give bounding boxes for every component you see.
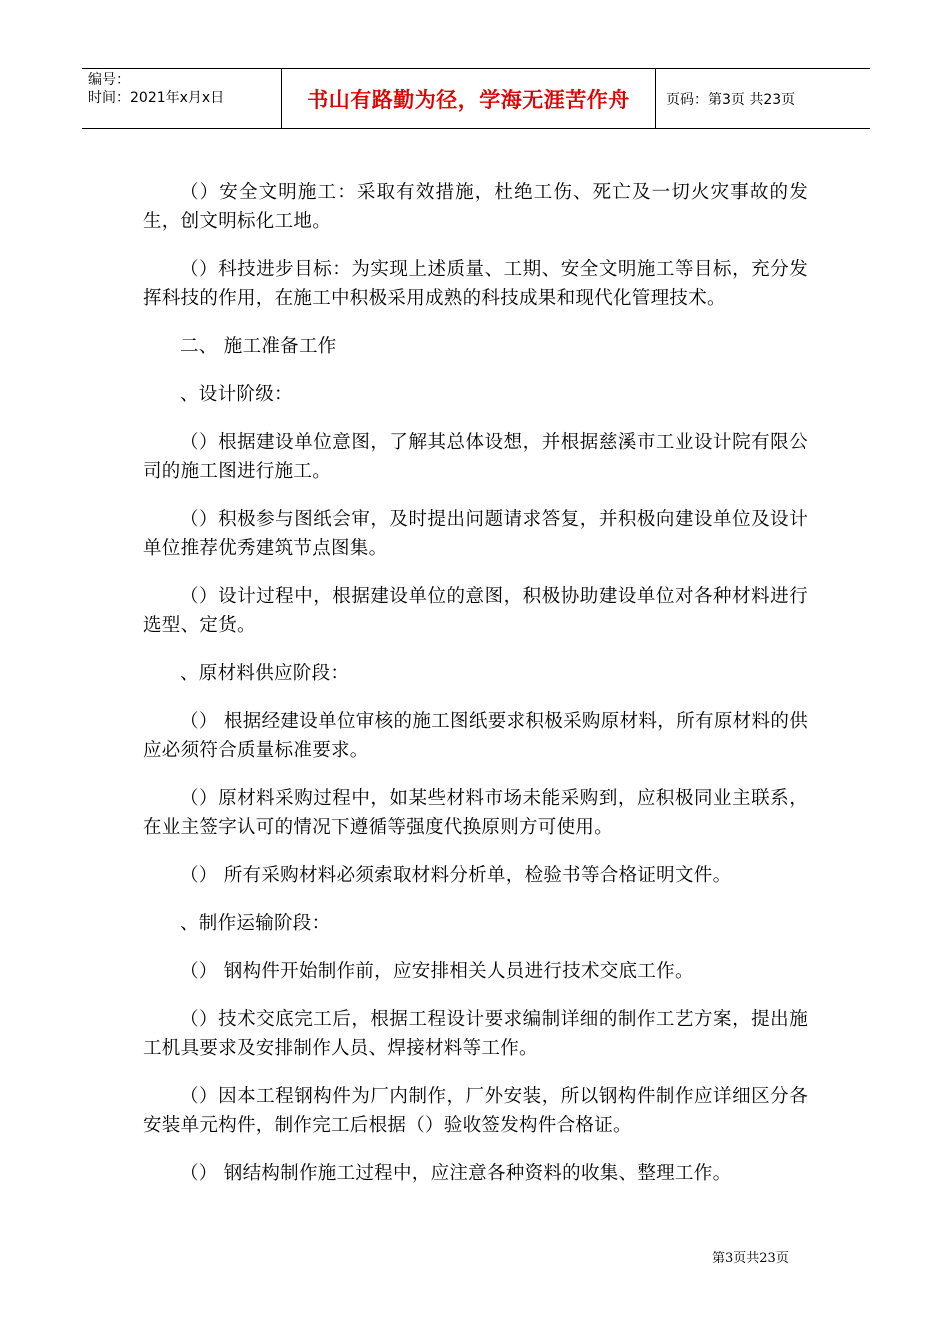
header-meta-cell xyxy=(82,69,282,128)
paragraph: （）根据建设单位意图，了解其总体设想，并根据慈溪市工业设计院有限公司的施工图进行施工。 xyxy=(143,432,808,482)
header-page-cell xyxy=(656,69,870,128)
paragraph: （）原材料采购过程中，如某些材料市场未能采购到，应积极同业主联系，在业主签字认可的情况下遵循等强度代换原则方可使用。 xyxy=(143,788,808,838)
paragraph: （） 钢结构制作施工过程中，应注意各种资料的收集、整理工作。 xyxy=(180,1163,732,1184)
document-header xyxy=(82,68,870,129)
paragraph: （） 根据经建设单位审核的施工图纸要求积极采购原材料，所有原材料的供应必须符合质量标准要求。 xyxy=(143,711,808,761)
subsection-heading: 、原材料供应阶段： xyxy=(180,663,350,684)
paragraph: （）设计过程中，根据建设单位的意图，积极协助建设单位对各种材料进行选型、定货。 xyxy=(143,586,808,636)
page-footer: 第3页共23页 xyxy=(712,1251,789,1266)
paragraph: （）安全文明施工：采取有效措施，杜绝工伤、死亡及一切火灾事故的发生，创文明标化工地。 xyxy=(143,182,808,232)
paragraph: （）科技进步目标：为实现上述质量、工期、安全文明施工等目标，充分发挥科技的作用，在施工中积极采用成熟的科技成果和现代化管理技术。 xyxy=(143,259,808,309)
document-number-label: 编号： xyxy=(88,72,130,88)
header-page-code: 页码：第3页 共23页 xyxy=(666,91,796,108)
document-time-label: 时间：2021年x月x日 xyxy=(88,90,225,106)
subsection-heading: 、制作运输阶段： xyxy=(180,913,331,934)
paragraph: （） 钢构件开始制作前，应安排相关人员进行技术交底工作。 xyxy=(180,961,694,982)
section-heading: 二、 施工准备工作 xyxy=(180,336,337,357)
paragraph: （） 所有采购材料必须索取材料分析单，检验书等合格证明文件。 xyxy=(180,865,732,886)
header-motto-cell xyxy=(282,69,656,128)
header-motto: 书山有路勤为径，学海无涯苦作舟 xyxy=(307,87,630,112)
subsection-heading: 、设计阶级： xyxy=(180,384,293,405)
paragraph: （）积极参与图纸会审，及时提出问题请求答复，并积极向建设单位及设计单位推荐优秀建筑节点图集。 xyxy=(143,509,808,559)
paragraph: （）因本工程钢构件为厂内制作，厂外安装，所以钢构件制作应详细区分各安装单元构件，制作完工后根据（）验收签发构件合格证。 xyxy=(143,1086,808,1136)
document-body xyxy=(143,178,808,1207)
paragraph: （）技术交底完工后，根据工程设计要求编制详细的制作工艺方案，提出施工机具要求及安排制作人员、焊接材料等工作。 xyxy=(143,1009,808,1059)
